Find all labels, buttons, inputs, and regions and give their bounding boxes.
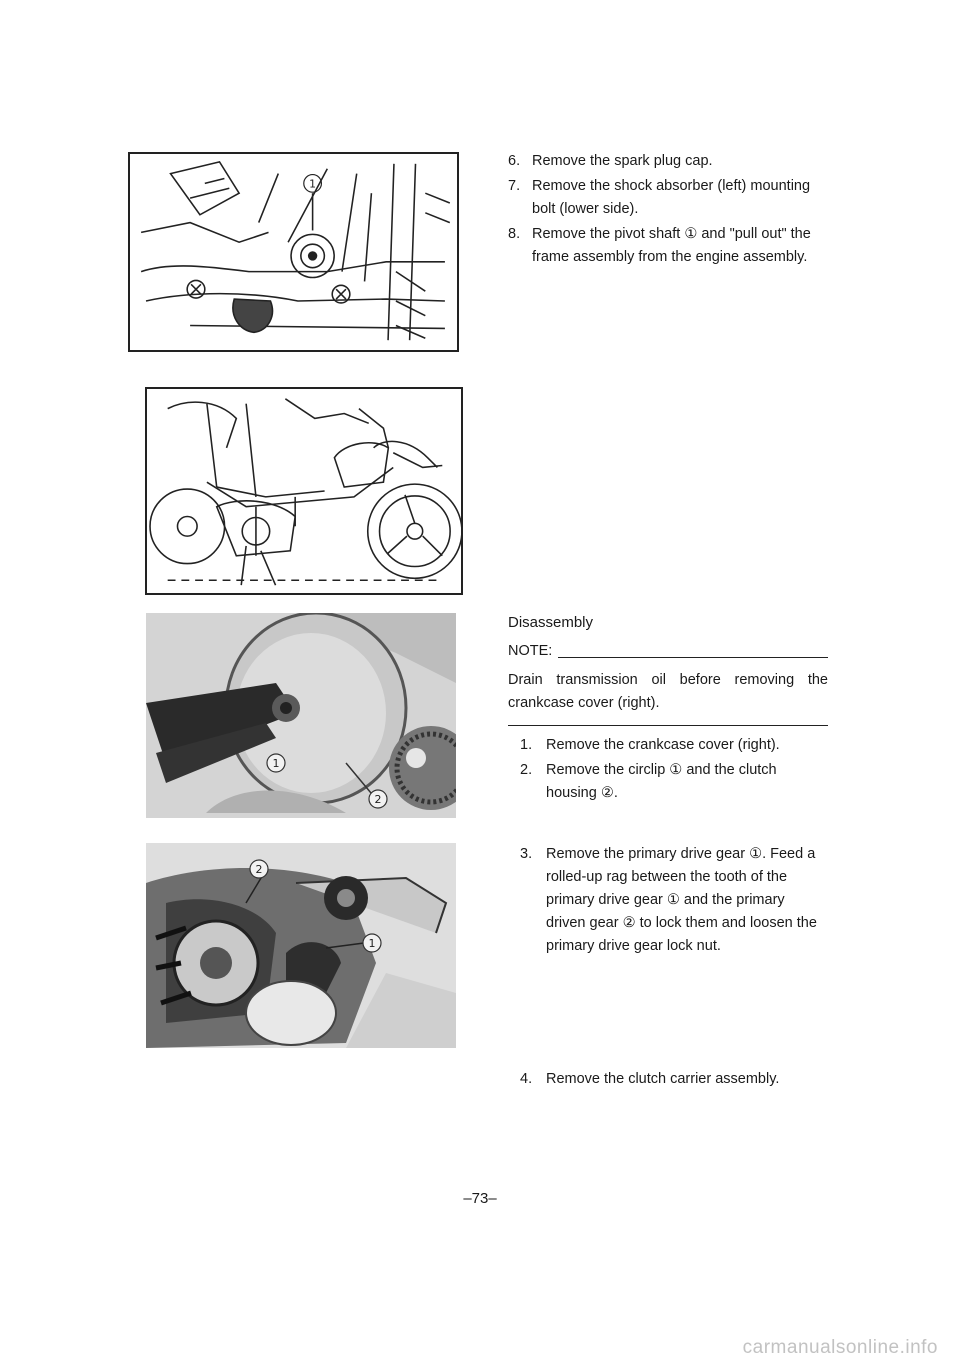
page-number: –73–: [463, 1190, 497, 1207]
step-number: 3.: [520, 846, 533, 862]
step-number: 2.: [520, 762, 533, 778]
section-heading: Disassembly: [508, 614, 594, 631]
step-number: 6.: [508, 153, 521, 169]
frame-removal-illustration: [145, 387, 463, 595]
primary-drive-gear-photo: [146, 843, 456, 1048]
step-text: Remove the pivot shaft ① and "pull out" the frame assembly from the engine assembly.: [532, 226, 811, 265]
watermark: carmanualsonline.info: [742, 1337, 938, 1358]
clutch-housing-photo: [146, 613, 456, 818]
step-text: Remove the crankcase cover (right).: [546, 737, 780, 753]
step-text: Remove the circlip ① and the clutch housing ②.: [546, 762, 777, 801]
step-number: 7.: [508, 178, 521, 194]
note-header: [508, 640, 828, 663]
step-number: 1.: [520, 737, 533, 753]
step-text: Remove the clutch carrier assembly.: [546, 1071, 780, 1087]
note-rule: [558, 657, 828, 658]
primary-gear-step: [508, 843, 828, 960]
step-number: 4.: [520, 1071, 533, 1087]
step-6: [508, 150, 828, 173]
step-4: [508, 1068, 828, 1091]
fig3-callout-2: 2: [374, 793, 382, 806]
step-number: 8.: [508, 226, 521, 242]
fig4-callout-1: 1: [368, 937, 376, 950]
fig1-callout: 1: [309, 177, 317, 191]
note-end-rule: [508, 725, 828, 726]
step-2: [508, 759, 828, 805]
step-text: Remove the primary drive gear ①. Feed a rolled-up rag between the tooth of the primary drive gear ① and the primary driven gear ② to lock them and loosen the primary drive gear lock nut.: [546, 846, 817, 954]
step-8: [508, 223, 828, 269]
step-7: [508, 175, 828, 221]
step-text: Remove the shock absorber (left) mounting bolt (lower side).: [532, 178, 811, 217]
clutch-carrier-step: [508, 1068, 828, 1093]
disassembly-section: [508, 611, 828, 807]
fig4-callout-2: 2: [255, 863, 263, 876]
note-text: Drain transmission oil before removing the crankcase cover (right).: [508, 672, 828, 711]
step-3: [508, 843, 828, 958]
note-label: NOTE:: [508, 643, 553, 659]
pivot-shaft-illustration: [128, 152, 459, 352]
frame-removal-steps: [508, 150, 828, 271]
step-1: [508, 734, 828, 757]
fig3-callout-1: 1: [272, 757, 280, 770]
step-text: Remove the spark plug cap.: [532, 153, 713, 169]
